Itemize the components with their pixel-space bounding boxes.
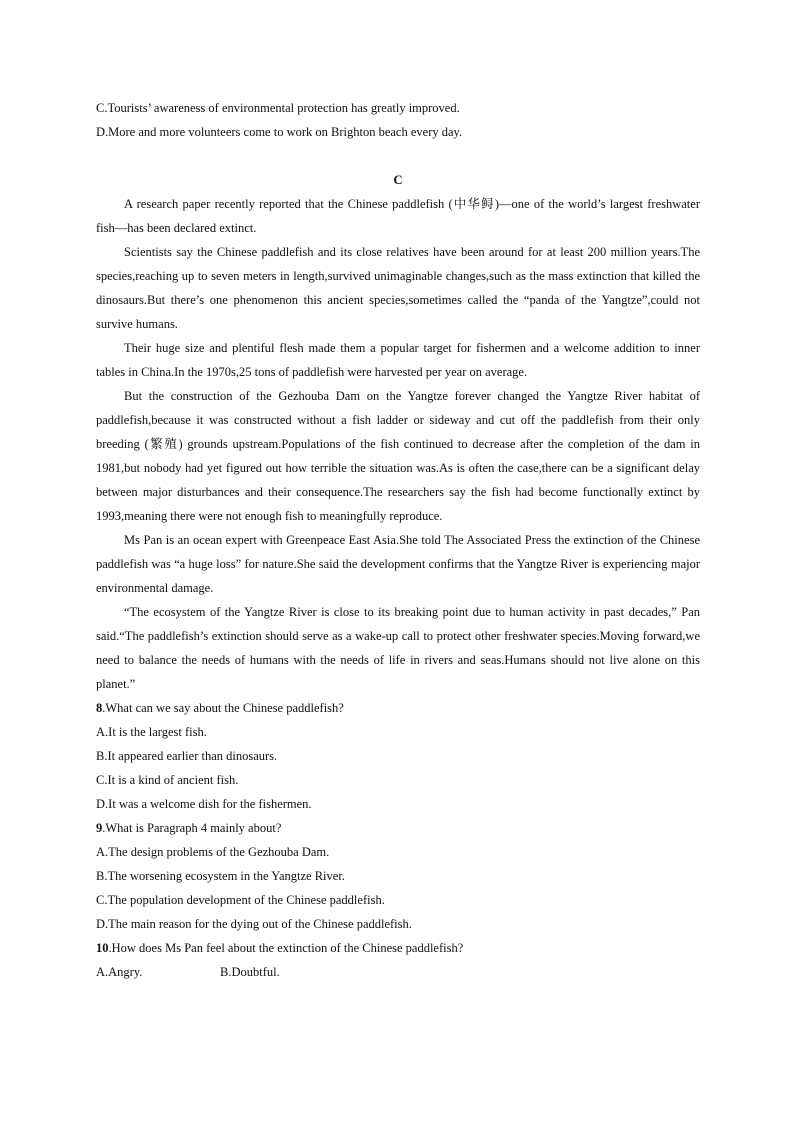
question-10-option-a: A.Angry.: [96, 965, 143, 979]
question-10-option-b: B.Doubtful.: [220, 965, 280, 979]
passage-paragraph-6: “The ecosystem of the Yangtze River is close to its breaking point due to human activity in past decades,” Pan said.“The paddlefish’s extinction should serve as a wake-up call to protect other freshwater species.Moving forward,we need to balance the needs of humans with the needs of life in rivers and seas.Humans should not live alone on this planet.”: [96, 605, 700, 691]
question-number: 10: [96, 941, 109, 955]
passage-paragraph-5: Ms Pan is an ocean expert with Greenpeace East Asia.She told The Associated Press the extinction of the Chinese paddlefish was “a huge loss” for nature.She said the development confirms that the Yangtze River is experiencing major environmental damage.: [96, 533, 700, 595]
question-8-option-d: D.It was a welcome dish for the fishermen.: [96, 797, 312, 811]
question-number: 8: [96, 701, 103, 715]
question-number: 9: [96, 821, 103, 835]
question-8-option-c: C.It is a kind of ancient fish.: [96, 773, 239, 787]
question-10-options-row: [96, 960, 700, 984]
question-9-option-b: B.The worsening ecosystem in the Yangtze River.: [96, 869, 345, 883]
question-9: [96, 816, 700, 840]
question-8-option-a: A.It is the largest fish.: [96, 725, 207, 739]
question-10: [96, 936, 700, 960]
section-heading: C: [393, 173, 403, 187]
prev-option-d: D.More and more volunteers come to work on Brighton beach every day.: [96, 125, 463, 139]
passage-paragraph-1: A research paper recently reported that the Chinese paddlefish (中华鲟)—one of the world’s largest freshwater fish—has been declared extinct.: [96, 197, 700, 235]
document-page: [96, 96, 700, 984]
question-9-option-c: C.The population development of the Chinese paddlefish.: [96, 893, 385, 907]
question-8: [96, 696, 700, 720]
passage-paragraph-4: But the construction of the Gezhouba Dam on the Yangtze forever changed the Yangtze River habitat of paddlefish,because it was constructed without a fish ladder or sideway and cut off the paddlefish from their only breeding (繁殖) grounds upstream.Populations of the fish continued to decrease after the completion of the dam in 1981,but nobody had yet figured out how terrible the situation was.As is often the case,there can be a significant delay between major disturbances and their consequence.The researchers say the fish had become functionally extinct by 1993,meaning there were not enough fish to meaningfully reproduce.: [96, 389, 700, 523]
passage-paragraph-2: Scientists say the Chinese paddlefish and its close relatives have been around for at least 200 million years.The species,reaching up to seven meters in length,survived unimaginable changes,such as the mass extinction that killed the dinosaurs.But there’s one phenomenon this ancient species,sometimes called the “panda of the Yangtze”,could not survive humans.: [96, 245, 700, 331]
prev-option-c: C.Tourists’ awareness of environmental protection has greatly improved.: [96, 101, 460, 115]
question-9-option-a: A.The design problems of the Gezhouba Dam.: [96, 845, 330, 859]
question-text: .What can we say about the Chinese paddlefish?: [102, 701, 344, 715]
question-text: .What is Paragraph 4 mainly about?: [102, 821, 282, 835]
question-text: .How does Ms Pan feel about the extinction of the Chinese paddlefish?: [108, 941, 464, 955]
passage-paragraph-3: Their huge size and plentiful flesh made them a popular target for fishermen and a welcome addition to inner tables in China.In the 1970s,25 tons of paddlefish were harvested per year on average.: [96, 341, 700, 379]
question-9-option-d: D.The main reason for the dying out of the Chinese paddlefish.: [96, 917, 412, 931]
question-8-option-b: B.It appeared earlier than dinosaurs.: [96, 749, 278, 763]
